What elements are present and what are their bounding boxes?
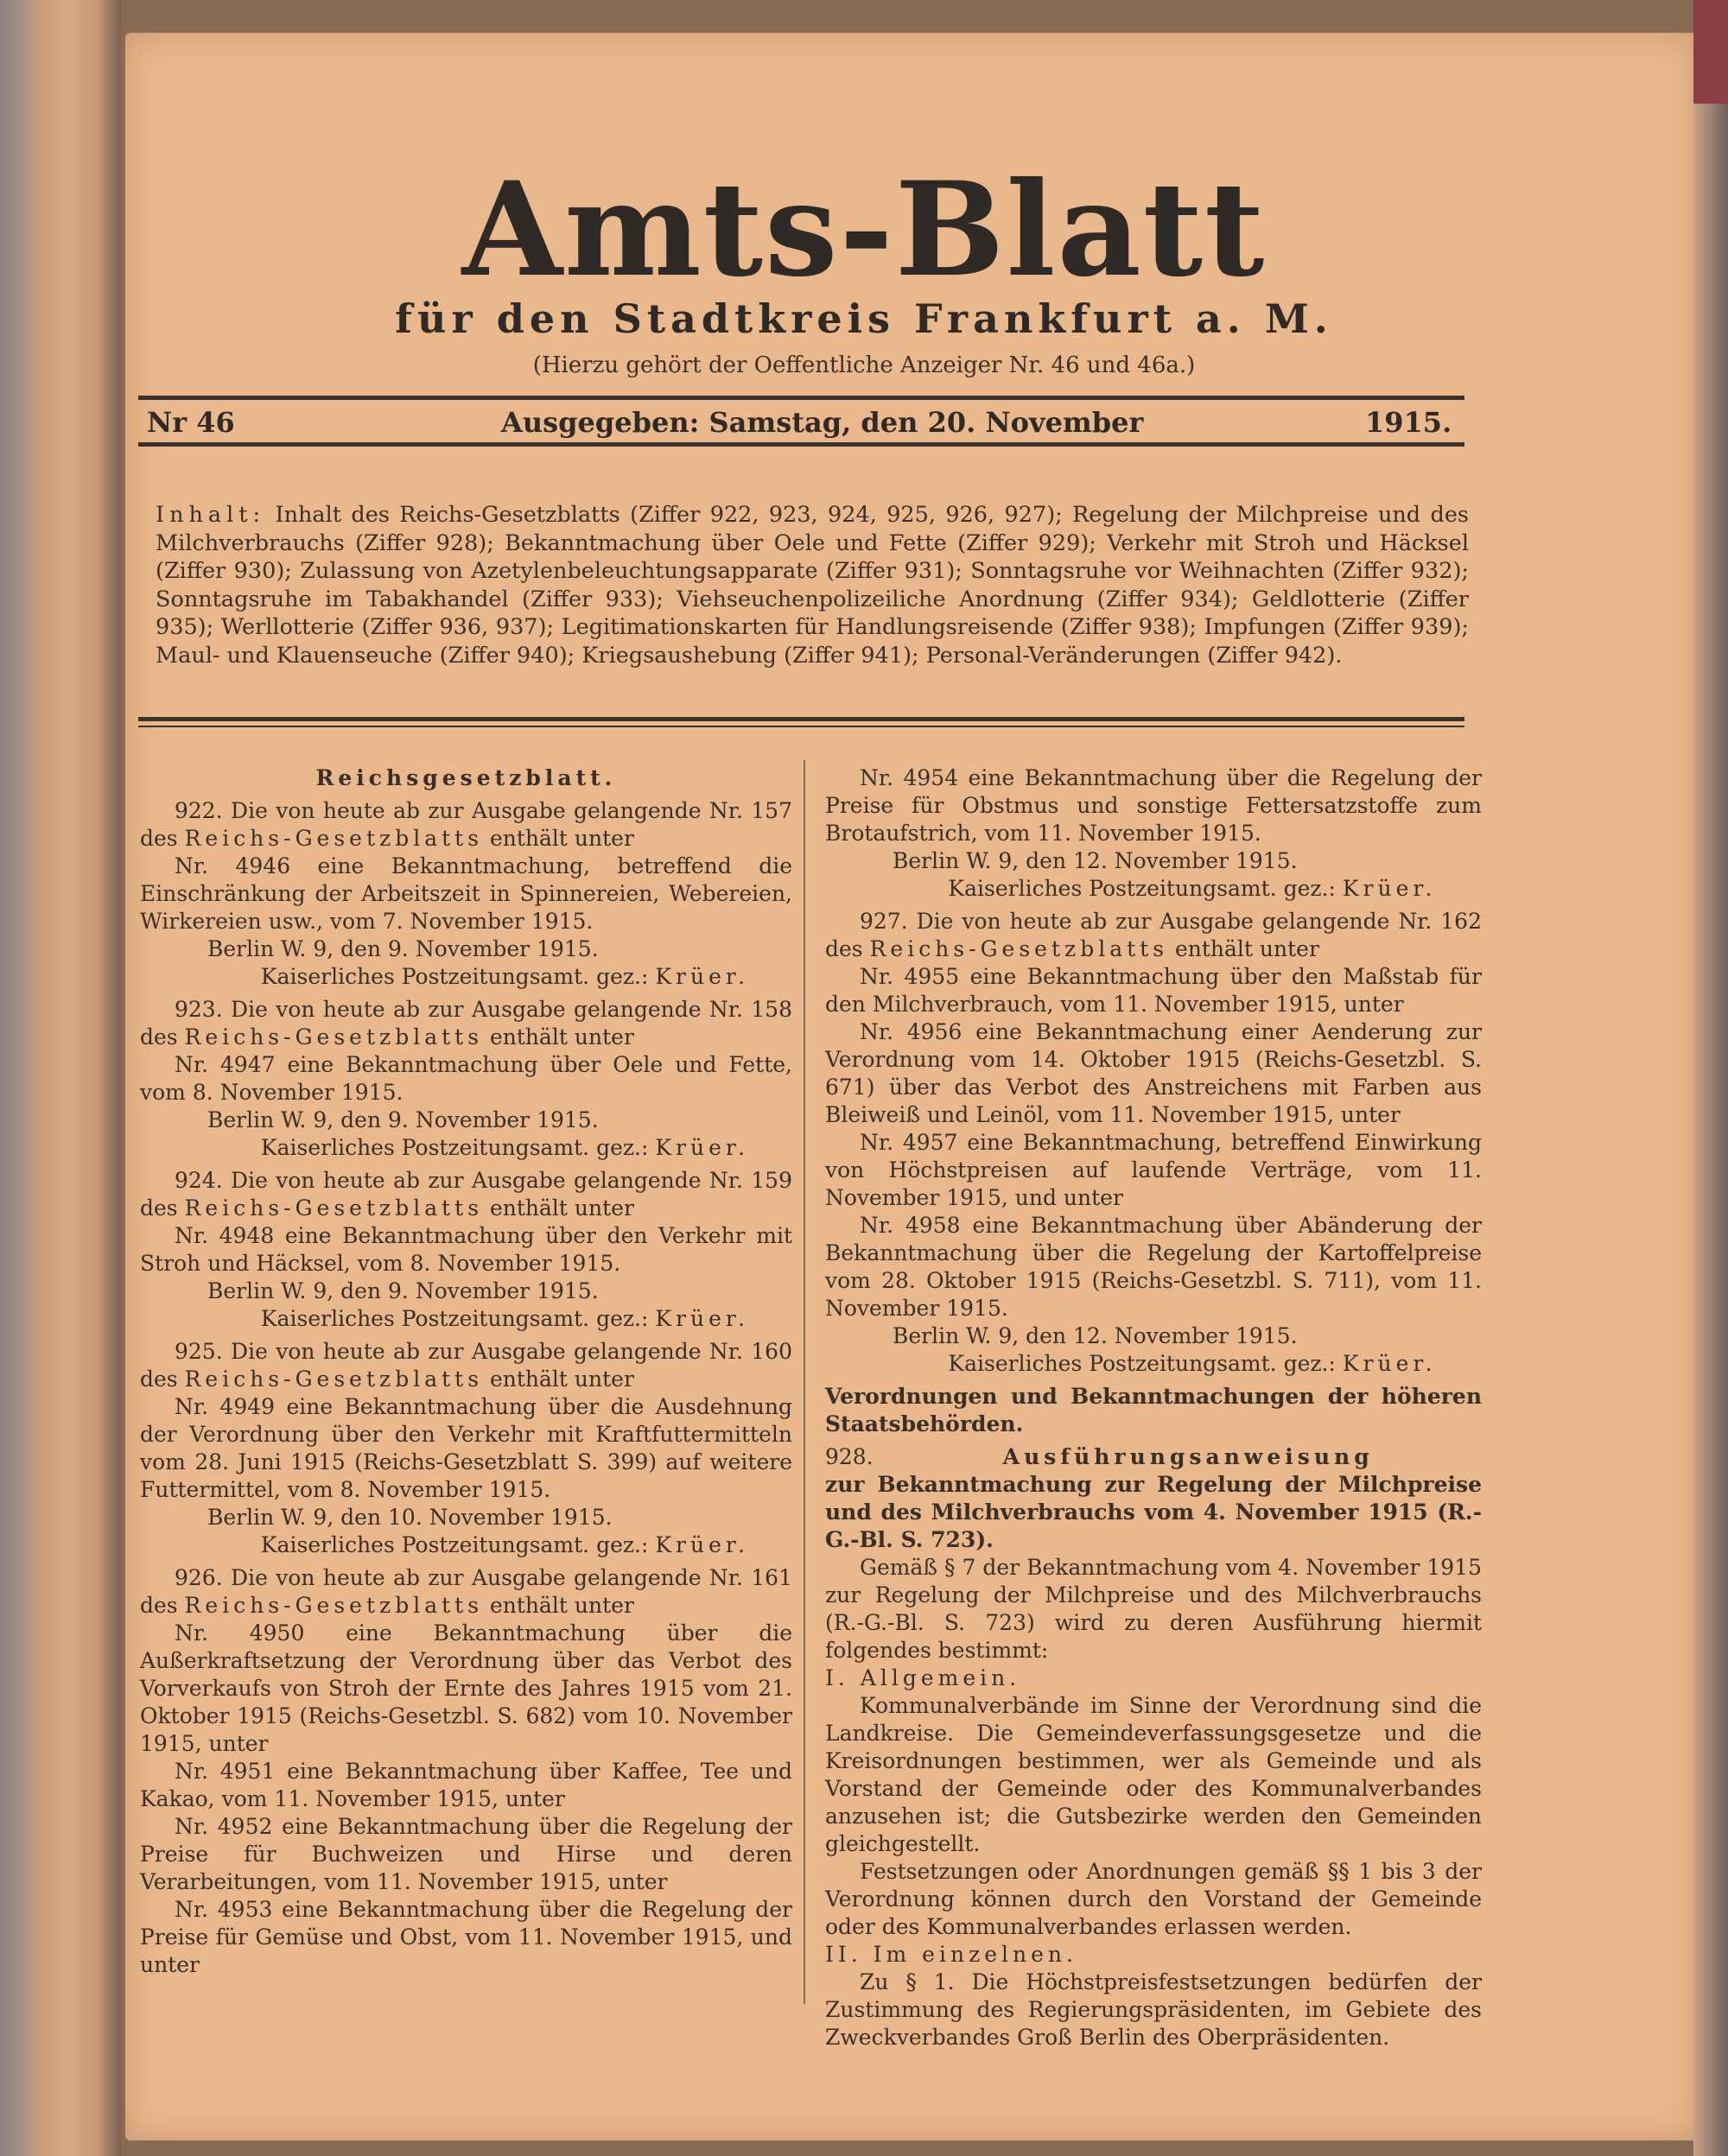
entry-item: Nr. 4957 eine Bekanntmachung, betreffend Einwirkung von Höchstpreisen auf laufende Verträge, vom 11. November 1915, und unter <box>825 1130 1482 1210</box>
entry-927 <box>825 908 1482 963</box>
entry-925 <box>140 1338 792 1393</box>
entry-signature <box>140 1531 792 1559</box>
issue-year: 1915. <box>1365 406 1452 439</box>
contents-rule-thin <box>138 726 1464 727</box>
entry-intro: 924. Die von heute ab zur Ausgabe gelangende Nr. 159 des <box>140 1168 792 1221</box>
left-column <box>140 764 792 1979</box>
entry-item: Nr. 4952 eine Bekanntmachung über die Regelung der Preise für Buchweizen und Hirse und deren Verarbeitungen, vom 11. November 1915, unter <box>140 1814 792 1894</box>
part-heading-einzelnen: II. Im einzelnen. <box>825 1942 1077 1967</box>
entry-item: Nr. 4954 eine Bekanntmachung über die Regelung der Preise für Obstmus und sonstige Fettersatzstoffe zum Brotaufstrich, vom 11. November 1915. <box>825 765 1482 846</box>
paragraph: Festsetzungen oder Anordnungen gemäß §§ 1 bis 3 der Verordnung können durch den Vorstand der Gemeinde oder des Kommunalverbandes erlassen werden. <box>825 1859 1482 1939</box>
column-divider <box>804 760 805 2004</box>
entry-924 <box>140 1167 792 1222</box>
signature-name: Krüer. <box>655 1532 750 1557</box>
enthaelt-label: enthält unter <box>489 1195 634 1221</box>
signature-office: Kaiserliches Postzeitungsamt. gez.: <box>260 1532 649 1557</box>
entry-item: Nr. 4947 eine Bekanntmachung über Oele und Fette, vom 8. November 1915. <box>140 1052 792 1105</box>
enthaelt-label: enthält unter <box>1174 936 1319 961</box>
entry-signature <box>825 875 1482 903</box>
signature-office: Kaiserliches Postzeitungsamt. gez.: <box>948 876 1336 901</box>
contents-rule <box>138 717 1464 721</box>
masthead-note: (Hierzu gehört der Oeffentliche Anzeiger Nr. 46 und 46a.) <box>532 352 1196 378</box>
entry-item: Nr. 4956 eine Bekanntmachung einer Aenderung zur Verordnung vom 14. Oktober 1915 (Reichs-Gesetzbl. S. 671) über das Verbot des Anstreichens mit Farben aus Bleiweiß und Leinöl, vom 11. November 1915, unter <box>825 1019 1482 1127</box>
rgb-label: Reichs-Gesetzblatts <box>869 936 1169 961</box>
contents-label: Inhalt: <box>156 502 266 528</box>
rgb-label: Reichs-Gesetzblatts <box>184 1195 484 1221</box>
entry-title: Ausführungsanweisung <box>1002 1444 1374 1469</box>
entry-item: Nr. 4950 eine Bekanntmachung über die Außerkraftsetzung der Verordnung über das Verbot des Vorverkaufs von Stroh der Ernte des Jahres 1915 vom 21. Oktober 1915 (Reichs-Gesetzbl. S. 682) vom 10. November 1915, unter <box>140 1620 792 1756</box>
signature-office: Kaiserliches Postzeitungsamt. gez.: <box>260 1306 649 1331</box>
entry-signature <box>140 1134 792 1162</box>
entry-926 <box>140 1564 792 1620</box>
paragraph: Kommunalverbände im Sinne der Verordnung sind die Landkreise. Die Gemeindeverfassungsgesetze und die Kreisordnungen bestimmen, wer als Gemeinde und als Vorstand der Gemeinde oder des Kommunalverbandes anzusehen ist; die Gutsbezirke werden den Gemeinden gleichgestellt. <box>825 1693 1482 1856</box>
signature-name: Krüer. <box>655 964 750 989</box>
top-rule <box>138 396 1464 400</box>
entry-928-heading <box>825 1443 1482 1471</box>
enthaelt-label: enthält unter <box>489 1024 634 1049</box>
entry-item: Nr. 4949 eine Bekanntmachung über die Ausdehnung der Verordnung über den Verkehr mit Kraftfuttermitteln vom 28. Juni 1915 (Reichs-Gesetzblatt S. 399) auf weitere Futtermittel, vom 8. November 1915. <box>140 1394 792 1502</box>
entry-item: Nr. 4948 eine Bekanntmachung über den Verkehr mit Stroh und Häcksel, vom 8. November 1915. <box>140 1223 792 1276</box>
contents-text: Inhalt des Reichs-Gesetzblatts (Ziffer 922, 923, 924, 925, 926, 927); Regelung der Milchpreise und des Milchverbrauchs (Ziffer 928); Bekanntmachung über Oele und Fette (Ziffer 929); Verkehr mit Stroh und Häcksel (Ziffer 930); Zulassung von Azetylenbeleuchtungsapparate (Ziffer 931); Sonntagsruhe vor Weihnachten (Ziffer 932); Sonntagsruhe im Tabakhandel (Ziffer 933); Viehseuchenpolizeiliche Anordnung (Ziffer 934); Geldlotterie (Ziffer 935); Werllotterie (Ziffer 936, 937); Legitimationskarten für Handlungsreisende (Ziffer 938); Impfungen (Ziffer 939); Maul- und Klauenseuche (Ziffer 940); Kriegsaushebung (Ziffer 941); Personal-Veränderungen (Ziffer 942). <box>156 502 1470 669</box>
entry-item: Nr. 4946 eine Bekanntmachung, betreffend die Einschränkung der Arbeitszeit in Spinnereien, Webereien, Wirkereien usw., vom 7. November 1915. <box>140 853 792 934</box>
signature-name: Krüer. <box>655 1135 750 1160</box>
rgb-label: Reichs-Gesetzblatts <box>184 1593 484 1618</box>
right-column <box>825 764 1482 2051</box>
table-of-contents <box>156 501 1469 669</box>
entry-number: 928. <box>825 1444 874 1469</box>
entry-place: Berlin W. 9, den 12. November 1915. <box>893 1323 1298 1348</box>
entry-place: Berlin W. 9, den 9. November 1915. <box>207 1278 599 1303</box>
signature-name: Krüer. <box>655 1306 750 1331</box>
entry-place: Berlin W. 9, den 9. November 1915. <box>207 1107 599 1132</box>
enthaelt-label: enthält unter <box>489 1593 634 1618</box>
entry-place: Berlin W. 9, den 10. November 1915. <box>207 1505 613 1530</box>
rgb-label: Reichs-Gesetzblatts <box>184 1367 484 1392</box>
entry-signature <box>140 1305 792 1333</box>
entry-signature <box>140 963 792 991</box>
entry-922 <box>140 797 792 853</box>
section-heading-verordnungen: Verordnungen und Bekanntmachungen der höheren Staatsbehörden. <box>825 1384 1482 1436</box>
masthead-subtitle: für den Stadtkreis Frankfurt a. M. <box>395 295 1333 342</box>
masthead-title: Amts-Blatt <box>461 154 1267 306</box>
rgb-label: Reichs-Gesetzblatts <box>184 826 484 851</box>
issue-date: Ausgegeben: Samstag, den 20. November <box>501 406 1144 439</box>
entry-place: Berlin W. 9, den 12. November 1915. <box>893 848 1298 873</box>
entry-item: Nr. 4955 eine Bekanntmachung über den Maßstab für den Milchverbrauch, vom 11. November 1915, unter <box>825 964 1482 1017</box>
entry-place: Berlin W. 9, den 9. November 1915. <box>207 936 599 961</box>
issue-number: Nr 46 <box>147 406 235 439</box>
entry-intro: 923. Die von heute ab zur Ausgabe gelangende Nr. 158 des <box>140 997 792 1049</box>
signature-name: Krüer. <box>1342 876 1437 901</box>
entry-item: Nr. 4951 eine Bekanntmachung über Kaffee, Tee und Kakao, vom 11. November 1915, unter <box>140 1759 792 1811</box>
signature-office: Kaiserliches Postzeitungsamt. gez.: <box>948 1351 1336 1376</box>
entry-intro: 925. Die von heute ab zur Ausgabe gelangende Nr. 160 des <box>140 1339 792 1392</box>
entry-intro: 922. Die von heute ab zur Ausgabe gelangende Nr. 157 des <box>140 798 792 851</box>
entry-signature <box>825 1350 1482 1378</box>
entry-intro-paragraph: Gemäß § 7 der Bekanntmachung vom 4. November 1915 zur Regelung der Milchpreise und des Milchverbrauchs (R.-G.-Bl. S. 723) wird zu deren Ausführung hiermit folgendes bestimmt: <box>825 1555 1482 1663</box>
entry-923 <box>140 996 792 1051</box>
issue-rule <box>138 442 1464 447</box>
enthaelt-label: enthält unter <box>489 826 634 851</box>
part-heading-allgemein: I. Allgemein. <box>825 1665 1021 1690</box>
book-cover-corner <box>1693 0 1728 104</box>
rgb-label: Reichs-Gesetzblatts <box>184 1024 484 1049</box>
paragraph: Zu § 1. Die Höchstpreisfestsetzungen bedürfen der Zustimmung des Regierungspräsidenten, im Gebiete des Zweckverbandes Groß Berlin des Oberpräsidenten. <box>825 1969 1482 2050</box>
entry-item: Nr. 4958 eine Bekanntmachung über Abänderung der Bekanntmachung über die Regelung der Kartoffelpreise vom 28. Oktober 1915 (Reichs-Gesetzbl. S. 711), vom 11. November 1915. <box>825 1213 1482 1321</box>
enthaelt-label: enthält unter <box>489 1367 634 1392</box>
signature-office: Kaiserliches Postzeitungsamt. gez.: <box>260 1135 649 1160</box>
entry-item: Nr. 4953 eine Bekanntmachung über die Regelung der Preise für Gemüse und Obst, vom 11. November 1915, und unter <box>140 1897 792 1977</box>
section-heading-reichsgesetzblatt: Reichsgesetzblatt. <box>315 765 617 790</box>
signature-office: Kaiserliches Postzeitungsamt. gez.: <box>260 964 649 989</box>
entry-subtitle: zur Bekanntmachung zur Regelung der Milchpreise und des Milchverbrauchs vom 4. November 1915 (R.-G.-Bl. S. 723). <box>825 1472 1482 1552</box>
signature-name: Krüer. <box>1342 1351 1437 1376</box>
entry-intro: 926. Die von heute ab zur Ausgabe gelangende Nr. 161 des <box>140 1565 792 1618</box>
entry-intro: 927. Die von heute ab zur Ausgabe gelangende Nr. 162 des <box>825 909 1482 961</box>
